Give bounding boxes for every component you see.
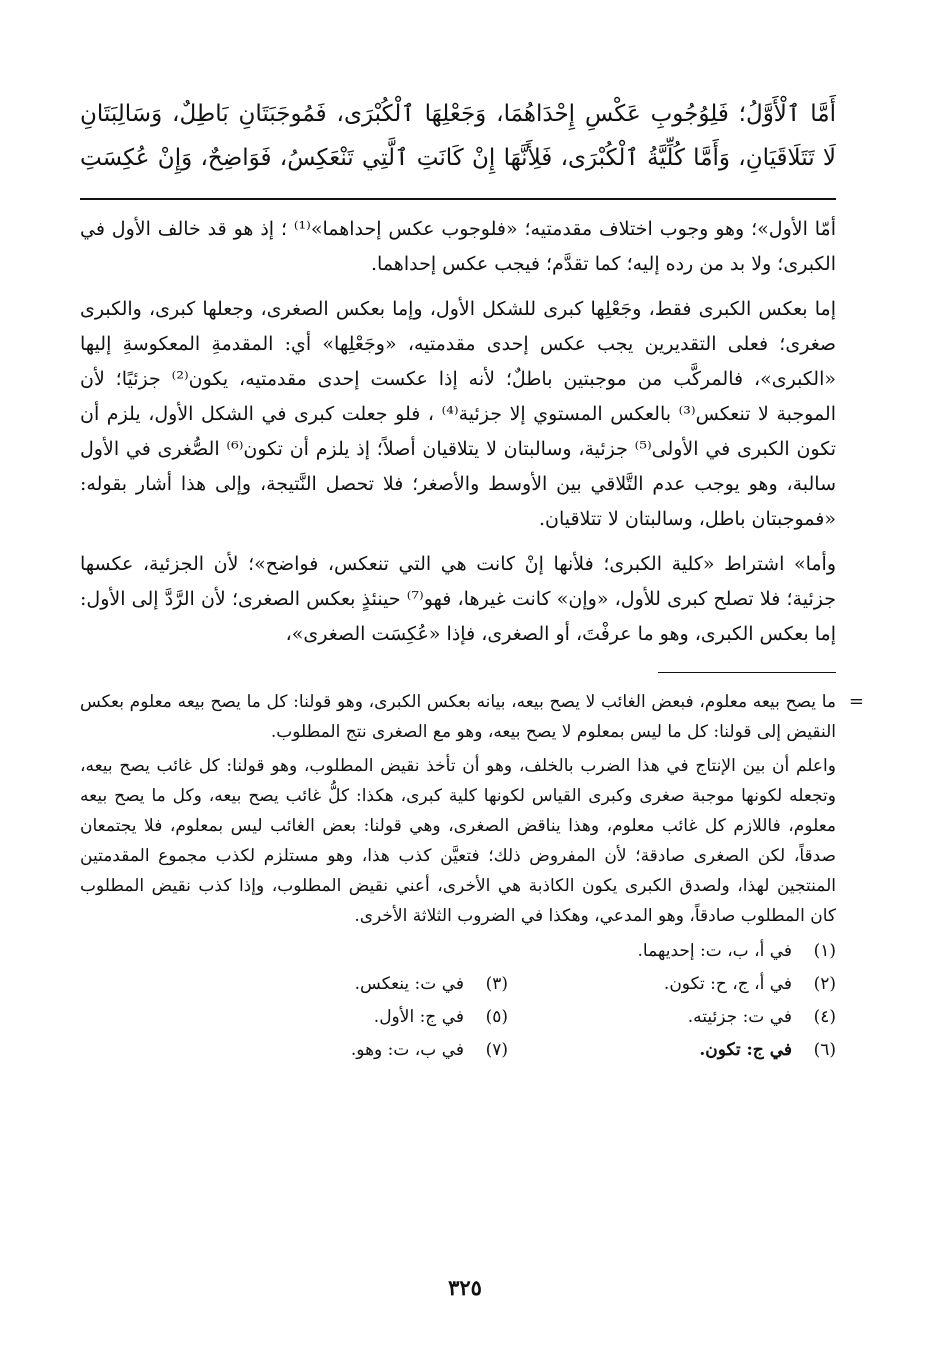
footnote-number: (٤) <box>813 1007 836 1027</box>
footnote-row <box>80 1001 836 1034</box>
commentary-paragraph-3: وأما» اشتراط «كلية الكبرى؛ فلأنها إنْ كانت هي التي تنعكس، فواضح»؛ لأن الجزئية، عكسها جزئية؛ فلا تصلح كبرى للأول، «وإن» كانت غيرها، فهو⁽⁷⁾ حينئذٍ بعكس الصغرى؛ لأن الرَّدَّ إلى الأول: إما بعكس الكبرى، وهو ما عرفْتَ، أو الصغرى، فإذا «عُكِسَت الصغرى»، <box>80 553 836 645</box>
footnote-text: في ت: جزئيته. <box>687 1007 792 1027</box>
continuation-mark: = <box>848 691 864 712</box>
footnote-3 <box>180 968 508 1001</box>
footnote-text: في ب، ت: وهو. <box>350 1040 464 1060</box>
page-body <box>80 92 864 1067</box>
matn-line-2: لَا تَتَلَاقَيَانِ، وَأَمَّا كُلِّيَّةُ ٱلْكُبْرَى، فَلِأَنَّهَا إِنْ كَانَتِ ٱلَّتِي تَنْعَكِسُ، فَوَاضِحٌ، وَإِنْ عُكِسَتِ <box>80 145 836 171</box>
footnote-number: (٣) <box>485 974 508 994</box>
note-paragraph-2: واعلم أن بين الإنتاج في هذا الضرب بالخلف، وهو أن تأخذ نقيض المطلوب، وهو قولنا: كل غائب يصح بيعه، وتجعله لكونها موجبة صغرى وكبرى القياس لكونها كلية كبرى، هكذا: كلُّ غائب يصح بيعه، وكل ما يصح بيعه معلوم، فاللازم كل غائب معلوم، وهذا يناقض الصغرى، وهي قولنا: بعض الغائب ليس بمعلوم، فلا يجتمعان صدقاً، لكن الصغرى صادقة؛ لأن المفروض ذلك؛ فتعيَّن كذب هذا، وهو مستلزم لكذب مجموع المقدمتين المنتجين لهذا، ولصدق الكبرى يكون الكاذبة هي الأخرى، أعني نقيض المطلوب، وإذا كذب نقيض المطلوب كان المطلوب صادقاً، وهو المدعي، وهكذا في الضروب الثلاثة الأخرى. <box>80 756 836 926</box>
footnote-text: في ت: ينعكس. <box>354 974 464 994</box>
matn-line-1: أَمَّا ٱلْأَوَّلُ؛ فَلِوُجُوبِ عَكْسِ إِحْدَاهُمَا، وَجَعْلِهَا ٱلْكُبْرَى، فَمُوجَبَتَانِ بَاطِلٌ، وَسَالِبَتَانِ <box>80 101 836 127</box>
footnote-number: (١) <box>813 941 836 961</box>
commentary-paragraph-1: أمّا الأول»؛ وهو وجوب اختلاف مقدمتيه؛ «فلوجوب عكس إحداهما»⁽¹⁾ ؛ إذ هو قد خالف الأول في الكبرى؛ ولا بد من رده إليه؛ كما تقدَّم؛ فيجب عكس إحداهما. <box>80 218 836 275</box>
footnote-row <box>80 1034 836 1067</box>
matn-text <box>80 92 836 180</box>
page-number: ٣٢٥ <box>448 1275 482 1300</box>
note-paragraph-1: ما يصح بيعه معلوم، فبعض الغائب لا يصح بيعه، بيانه بعكس الكبرى، وهو قولنا: كل ما يصح بيعه معلوم بعكس النقيض إلى قولنا: كل ما ليس بمعلوم لا يصح بيعه، وهو مع الصغرى نتج المطلوب. <box>80 692 836 742</box>
matn-divider <box>80 198 836 200</box>
footnote-6 <box>508 1034 836 1067</box>
commentary-paragraph-2: إما بعكس الكبرى فقط، وجَعْلِها كبرى للشكل الأول، وإما بعكس الصغرى، وجعلها كبرى، والكبرى صغرى؛ فعلى التقديرين يجب عكس إحدى مقدمتيه، «وجَعْلِها» أي: المقدمةِ المعكوسةِ إليها «الكبرى»، فالمركَّب من موجبتين باطلٌ؛ لأنه إذا عكست إحدى مقدمتيه، يكون⁽²⁾ جزئيًا؛ لأن الموجبة لا تنعكس⁽³⁾ بالعكس المستوي إلا جزئية⁽⁴⁾ ، فلو جعلت كبرى في الشكل الأول، يلزم أن تكون الكبرى في الأولى⁽⁵⁾ جزئية، وسالبتان لا يتلاقيان أصلاً؛ إذ يلزم أن تكون⁽⁶⁾ الصُّغرى في الأول سالبة، وهو يوجب عدم التَّلاقي بين الأوسط والأصغر؛ فلا تحصل النَّتيجة، وإلى هذا أشار بقوله: «فموجبتان باطل، وسالبتان لا تتلاقيان. <box>80 298 836 530</box>
footnote-text: في أ، ج، ح: تكون. <box>663 974 792 994</box>
footnote-7 <box>180 1034 508 1067</box>
footnote-number: (٦) <box>813 1040 836 1060</box>
footnote-text: في ج: تكون. <box>699 1040 792 1060</box>
footnote-text: في أ، ب، ت: إحديهما. <box>637 941 792 961</box>
footnote-number: (٧) <box>485 1040 508 1060</box>
continued-note <box>80 687 864 931</box>
footnote-2 <box>508 968 836 1001</box>
footnote-row <box>80 935 836 968</box>
footnote-number: (٢) <box>813 974 836 994</box>
footnote-list <box>80 935 836 1067</box>
commentary-text <box>80 212 836 652</box>
footnote-divider <box>658 672 836 673</box>
footnote-number: (٥) <box>485 1007 508 1027</box>
footnote-5 <box>180 1001 508 1034</box>
footnote-1 <box>508 935 836 968</box>
footnote-4 <box>508 1001 836 1034</box>
footnote-text: في ج: الأول. <box>373 1007 464 1027</box>
footnote-row <box>80 968 836 1001</box>
